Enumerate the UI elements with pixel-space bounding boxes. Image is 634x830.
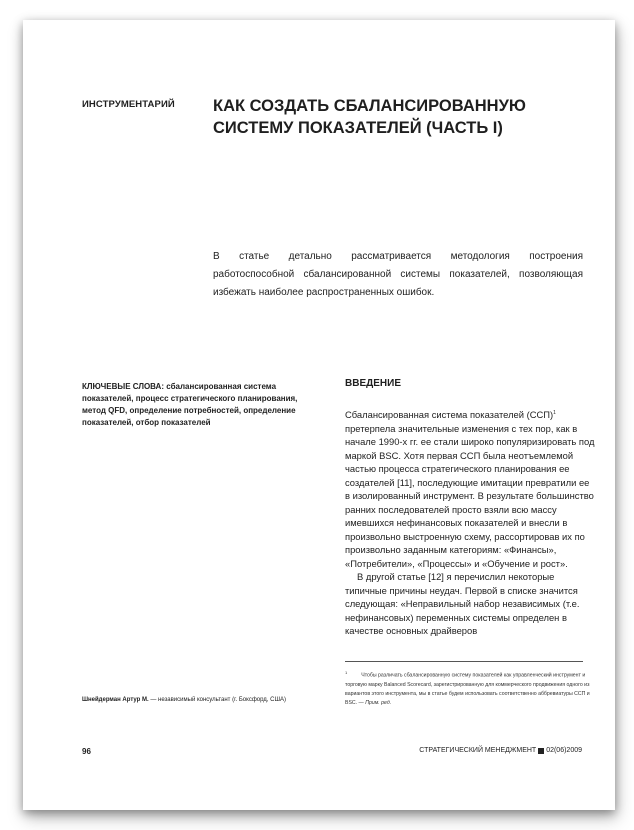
journal-page (23, 20, 615, 810)
square-separator-icon (538, 748, 544, 754)
footnote-number: 1 (345, 670, 348, 675)
issue-number: 02(06)2009 (546, 747, 582, 754)
author-description: — независимый консультант (г. Боксфорд, США) (148, 697, 286, 703)
footnote-ref: 1 (553, 410, 556, 416)
footnote-editor-note: Прим. ред. (365, 699, 392, 706)
section-tag: ИНСТРУМЕНТАРИЙ (82, 99, 175, 110)
author-line (82, 697, 322, 703)
p1-start: Сбалансированная система показателей (ССП) (345, 409, 554, 421)
intro-heading: ВВЕДЕНИЕ (345, 378, 401, 389)
journal-name: СТРАТЕГИЧЕСКИЙ МЕНЕДЖМЕНТ (419, 747, 537, 754)
page-number: 96 (82, 747, 91, 756)
intro-body (345, 407, 595, 638)
footnote-text: Чтобы различать сбалансированную систему показателей как управленческий инструмент и торговую марку Balanced Scorecard, зарегистрированную для коммерческого продвижения одного из вариантов этого инструмента, мы в статье будем использовать соответственно аббревиатуры ССП и BSC. — (345, 672, 590, 706)
p1-rest: претерпела значительные изменения с тех пор, как в начале 1990-х гг. ее стали широко популяризировать под маркой BSC. Хотя первая ССП была неотъемлемой частью процесса стратегического планирования ее создателей [11], последующие имитации превратили ее в изолированный инструмент. В результате большинство ранних последователей просто взяли всю массу имевшихся нефинансовых показателей и внесли в произвольно выстроенную схему, рассортировав их по произвольно заданным категориям: «Финансы», «Потребители», «Процессы» и «Обучение и рост». (345, 422, 595, 569)
author-name: Шнейдерман Артур М. (82, 697, 149, 703)
running-footer (419, 747, 582, 754)
article-title: КАК СОЗДАТЬ СБАЛАНСИРОВАННУЮ СИСТЕМУ ПОКАЗАТЕЛЕЙ (ЧАСТЬ I) (213, 97, 526, 137)
footnote (345, 668, 590, 708)
keywords-text: сбалансированная система показателей, процесс стратегического планирования, метод QFD, определение потребностей, определение показателей, отбор показателей (82, 382, 298, 427)
keywords-label: КЛЮЧЕВЫЕ СЛОВА: (82, 382, 164, 391)
footnote-divider (345, 661, 583, 662)
keywords-block (82, 381, 317, 429)
intro-paragraph-2: В другой статье [12] я перечислил некоторые типичные причины неудач. Первой в списке значится следующая: «Неправильный набор независимых (т.е. нефинансовых) переменных системы определен в качестве основных драйверов (345, 571, 580, 637)
article-lead: В статье детально рассматривается методология построения работоспособной сбалансированной системы показателей, позволяющая избежать наиболее распространенных ошибок. (213, 251, 583, 298)
intro-paragraph-1 (345, 407, 595, 570)
